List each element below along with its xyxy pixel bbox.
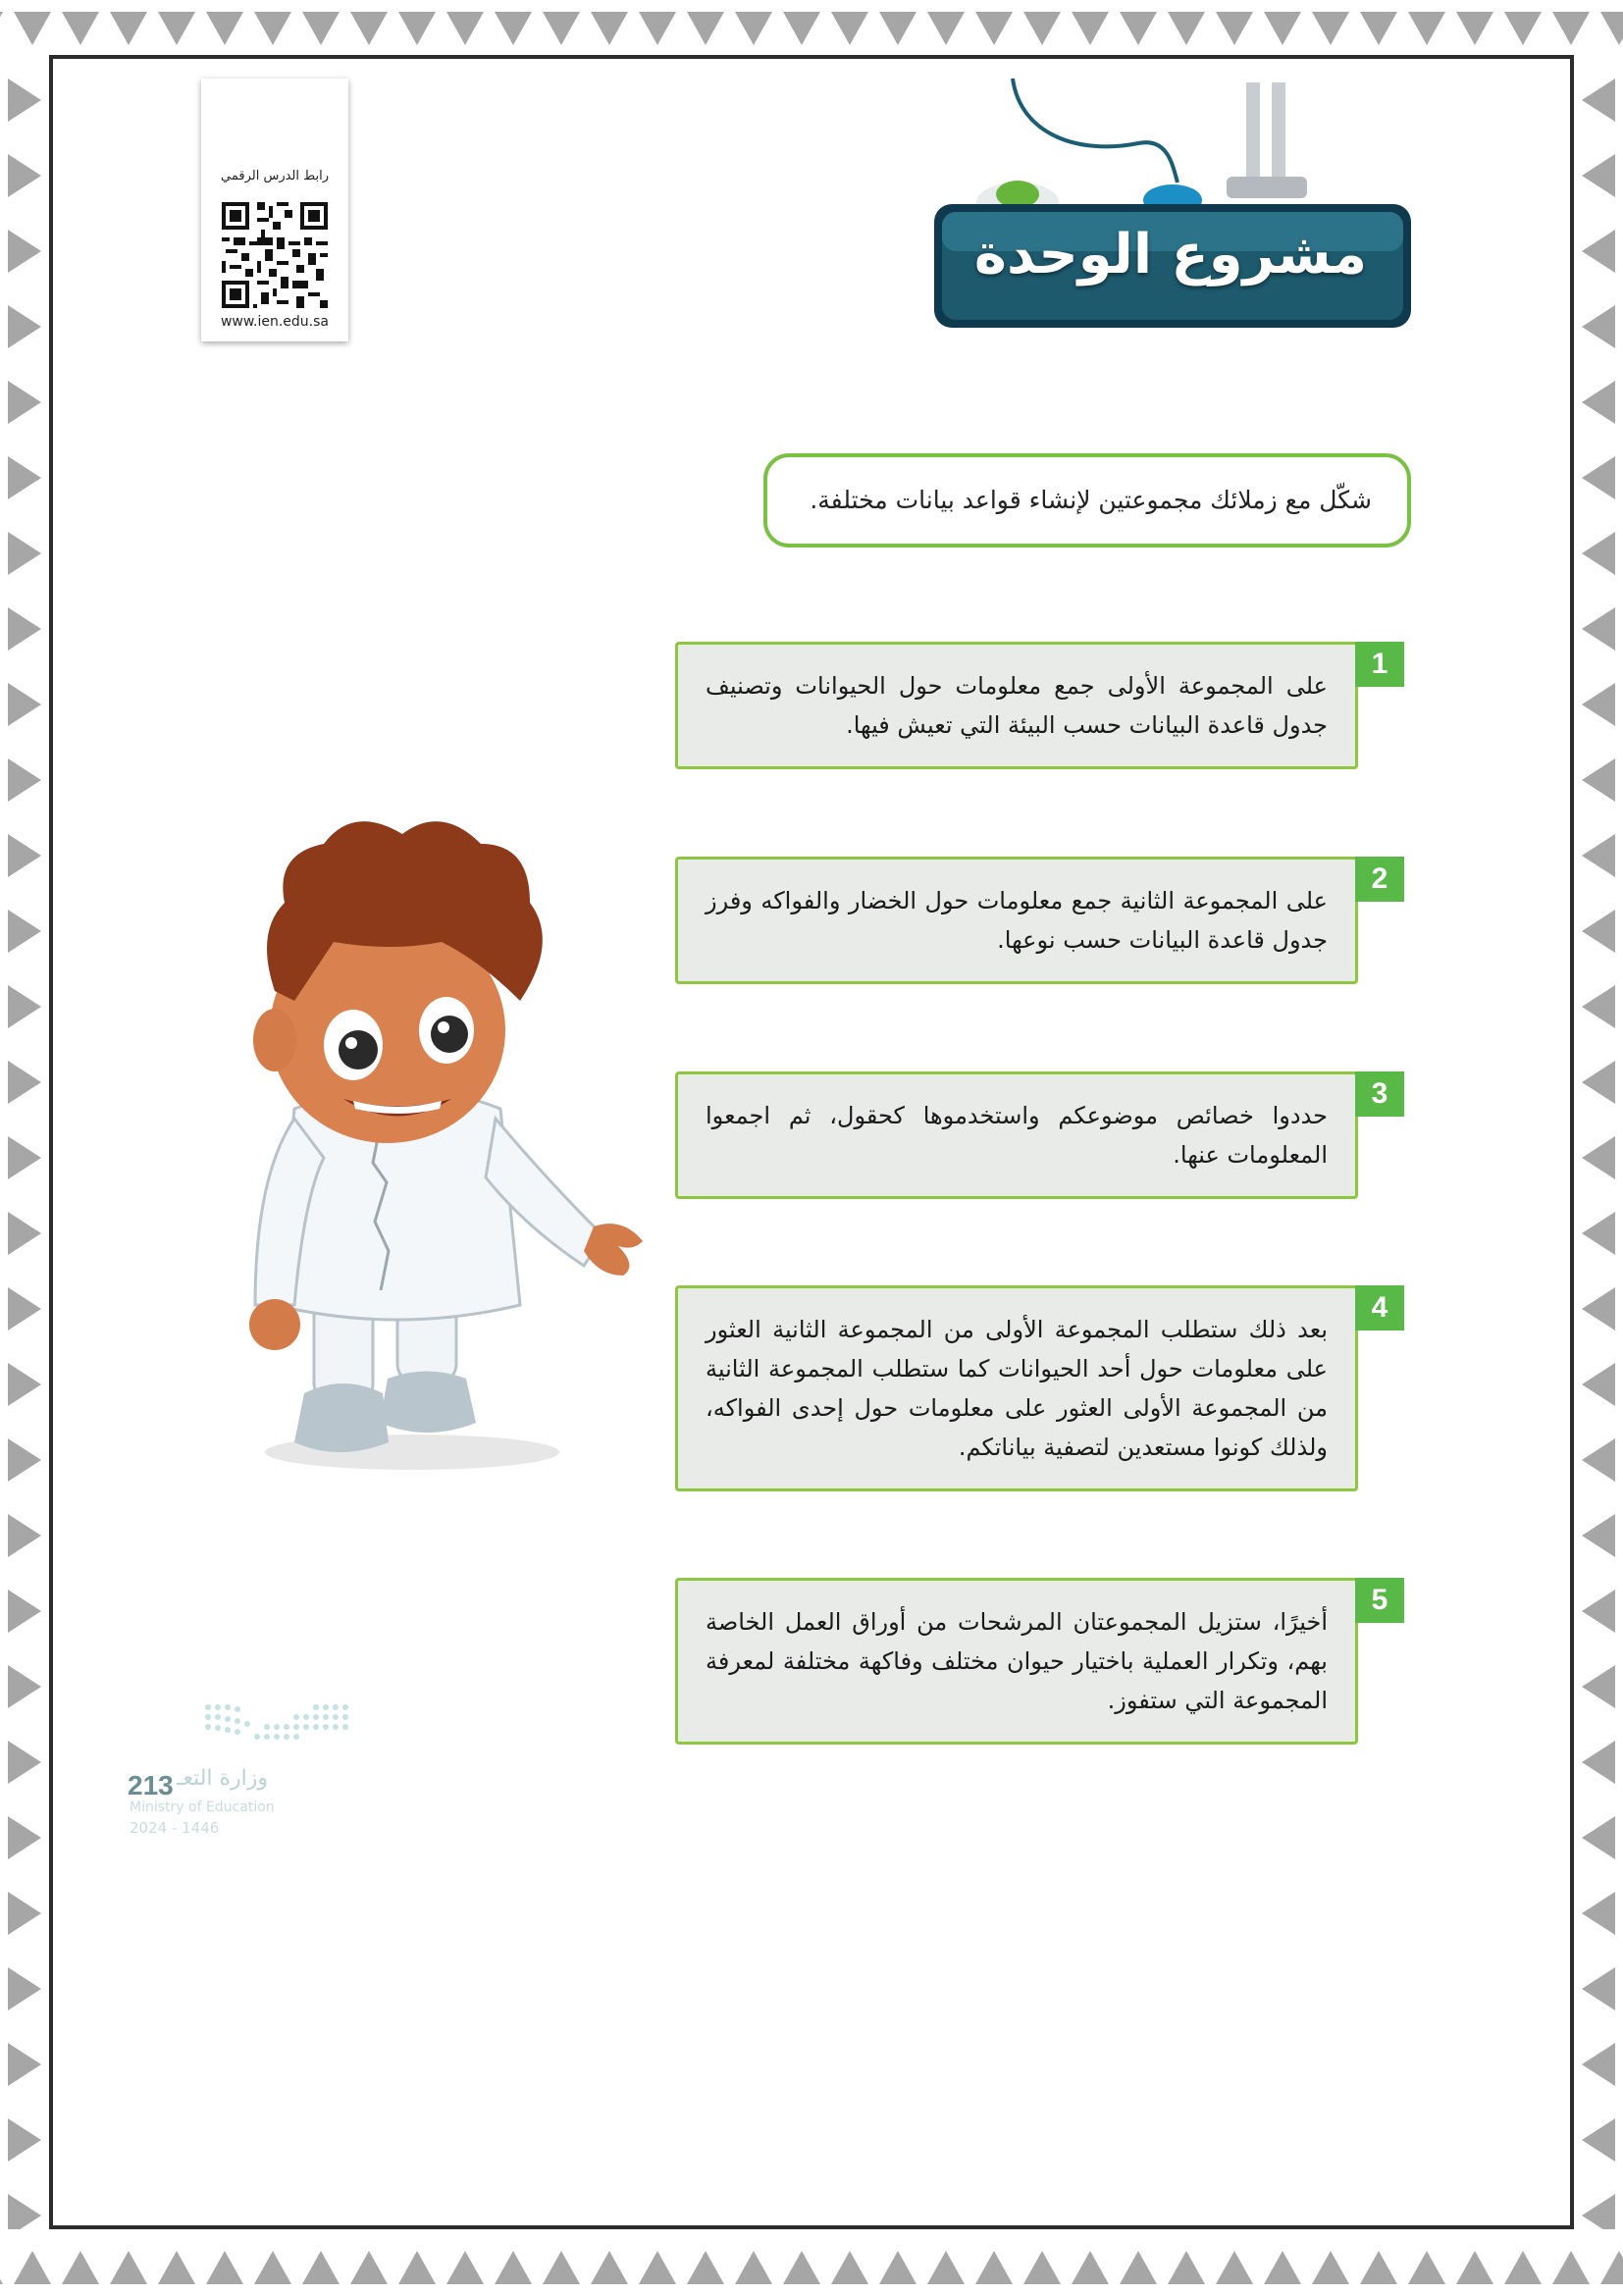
intro-box [763, 453, 1411, 548]
qr-caption: رابط الدرس الرقمي [221, 169, 329, 183]
boy-character-illustration [186, 805, 677, 1491]
task-1 [675, 642, 1388, 769]
task-5 [675, 1578, 1388, 1745]
page-title: مشروع الوحدة [973, 223, 1368, 287]
task-number: 5 [1355, 1578, 1404, 1623]
bottom-border-triangles [0, 2241, 1623, 2296]
top-border-triangles [0, 0, 1623, 55]
task-text: أخيرًا، ستزيل المجموعتان المرشحات من أوراق العمل الخاصة بهم، وتكرار العملية باختيار حيوان مختلف وفاكهة مختلفة لمعرفة المجموعة التي ستفوز. [706, 1608, 1328, 1714]
task-number: 1 [1355, 642, 1404, 687]
qr-code-icon[interactable] [218, 198, 332, 312]
task-number: 4 [1355, 1285, 1404, 1331]
page-number: 213 [128, 1770, 174, 1800]
intro-text: شكّل مع زملائك مجموعتين لإنشاء قواعد بيانات مختلفة. [810, 486, 1372, 514]
task-2 [675, 857, 1388, 984]
ministry-name-arabic: وزارة التعـ [177, 1766, 269, 1791]
task-text: على المجموعة الأولى جمع معلومات حول الحيوانات وتصنيف جدول قاعدة البيانات حسب البيئة التي تعيش فيها. [706, 672, 1328, 739]
qr-card[interactable] [201, 78, 348, 341]
ministry-year: 2024 - 1446 [130, 1819, 220, 1837]
task-4 [675, 1285, 1388, 1491]
qr-url[interactable]: www.ien.edu.sa [220, 314, 330, 330]
left-border-triangles [0, 0, 49, 2296]
task-3 [675, 1071, 1388, 1199]
right-border-triangles [1574, 0, 1623, 2296]
task-number: 3 [1355, 1071, 1404, 1117]
ministry-name-english: Ministry of Education [130, 1800, 275, 1815]
task-text: بعد ذلك ستطلب المجموعة الأولى من المجموعة الثانية العثور على معلومات حول أحد الحيوانات كما ستطلب المجموعة الثانية من المجموعة الأولى العثور على معلومات حول إحدى الفواكه، ولذلك كونوا مستعدين لتصفية بياناتكم. [706, 1316, 1328, 1461]
task-text: حددوا خصائص موضوعكم واستخدموها كحقول، ثم اجمعوا المعلومات عنها. [706, 1102, 1328, 1169]
task-number: 2 [1355, 857, 1404, 902]
task-text: على المجموعة الثانية جمع معلومات حول الخضار والفواكه وفرز جدول قاعدة البيانات حسب نوعها. [706, 887, 1328, 954]
